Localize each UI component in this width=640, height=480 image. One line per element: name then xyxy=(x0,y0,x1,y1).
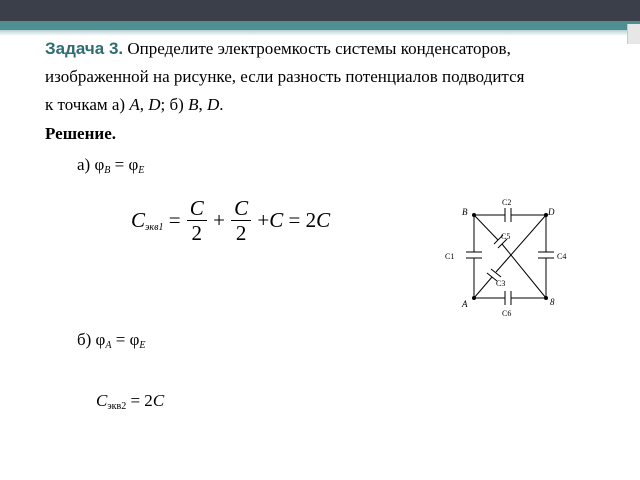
problem-text-3-prefix: к точкам а) xyxy=(45,95,130,114)
fraction-1 xyxy=(187,196,207,245)
formula1-term: C xyxy=(269,208,284,232)
fraction-2-den: 2 xyxy=(235,221,247,245)
formula2-eq: = 2 xyxy=(126,391,153,410)
cap-label-c2: C2 xyxy=(502,198,512,207)
capacitor-circuit-diagram xyxy=(440,195,580,320)
cap-label-c5: C5 xyxy=(501,232,511,241)
formula1-lhs: C xyxy=(131,208,146,232)
period: . xyxy=(219,95,224,114)
fraction-1-den: 2 xyxy=(191,221,203,245)
node-label-b: B xyxy=(462,207,468,217)
node-label-d: D xyxy=(548,207,555,217)
problem-title: Задача 3. xyxy=(45,39,124,58)
case-b xyxy=(77,330,146,356)
comma-1: , xyxy=(139,95,149,114)
formula-2 xyxy=(96,391,164,412)
fraction-1-num: C xyxy=(187,196,207,221)
cap-label-c3: C3 xyxy=(496,279,506,288)
header-stripe xyxy=(0,21,640,30)
point-d-2: D xyxy=(206,95,220,114)
fraction-2-num: C xyxy=(231,196,251,221)
corner-decoration xyxy=(627,24,640,44)
cap-label-c4: C4 xyxy=(557,252,567,261)
formula1-eq: = xyxy=(163,208,181,232)
formula1-eq2: = 2 xyxy=(283,208,317,232)
header-gradient xyxy=(0,30,640,36)
point-b: B xyxy=(188,95,199,114)
point-a: A xyxy=(129,95,140,114)
cap-label-c6: C6 xyxy=(502,309,512,318)
case-a-eq: = φ xyxy=(110,155,139,174)
problem-line-1 xyxy=(45,39,511,59)
comma-2: , xyxy=(198,95,207,114)
problem-line-2: изображенной на рисунке, если разность потенциалов подводится xyxy=(45,67,525,86)
point-d-1: D xyxy=(148,95,161,114)
formula1-result: C xyxy=(316,208,331,232)
formula2-lhs-sub: экв2 xyxy=(107,401,127,412)
case-b-sub1: A xyxy=(105,340,112,351)
node-label-a: A xyxy=(462,299,468,309)
case-b-label: б) φ xyxy=(77,330,106,349)
solution-heading: Решение. xyxy=(45,124,116,143)
case-b-sub2: E xyxy=(139,340,146,351)
cap-label-c1: C1 xyxy=(445,252,455,261)
fraction-2 xyxy=(231,196,251,245)
case-a xyxy=(77,155,144,181)
problem-text-1: Определите электроемкость системы конденсаторов, xyxy=(127,39,511,58)
problem-line-3 xyxy=(45,95,223,115)
node-label-bottom-right: 8 xyxy=(550,297,555,307)
formula1-plus-2: + xyxy=(257,208,270,232)
case-b-eq: = φ xyxy=(111,330,140,349)
problem-text-3-mid: ; б) xyxy=(160,95,189,114)
formula1-lhs-sub: экв1 xyxy=(145,222,164,233)
formula2-lhs: C xyxy=(96,391,108,410)
formula-1 xyxy=(131,196,330,245)
case-a-sub2: E xyxy=(138,165,145,176)
case-a-sub1: B xyxy=(104,165,111,176)
case-a-label: а) φ xyxy=(77,155,105,174)
header-bar xyxy=(0,0,640,21)
formula2-result: C xyxy=(152,391,165,410)
formula1-plus-1: + xyxy=(213,208,225,232)
